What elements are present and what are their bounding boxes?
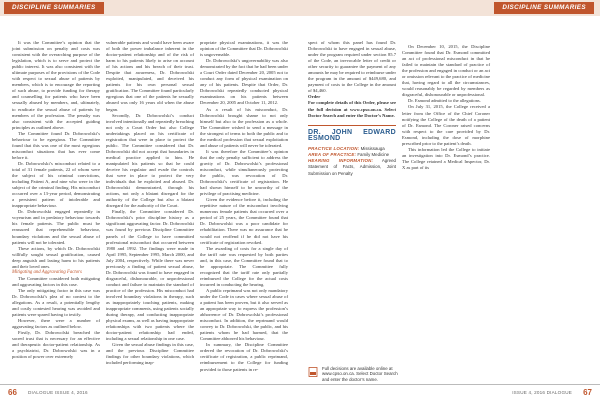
- section-tag: DISCIPLINE SUMMARIES: [494, 2, 594, 14]
- order-heading: Order: [308, 94, 321, 100]
- paragraph: These actions, by which Dr. Dobrowolski willfully sought sexual gratification, caused deep anguish and lasting harm to his patients and their loved ones.: [12, 245, 100, 269]
- paragraph: Dr. Dobrowolski’s misconduct related to a total of 31 female patients, 22 of whom were the subject of his criminal convictions, including Patient A, and nine who were in the subject of the criminal finding. His misconduct occurred over a 13-year period, demonstrating a persistent pattern of intolerable and inappropriate behaviour.: [12, 160, 100, 209]
- left-column-1: [12, 40, 100, 360]
- paragraph: Dr. Dobrowolski’s ungovernability was also demonstrated by the fact that he had been under a Court Order dated December 20, 2005 not to conduct any form of physical examination on any of his patients. Despite that Order, Dr. Dobrowolski repeatedly conducted physical examinations on his patients between December 20, 2005 and October 11, 2012.: [200, 58, 289, 106]
- paragraph: Secondly, Dr. Dobrowolski’s conduct involved intentionally and repeatedly breaching not only a Court Order but also College undertakings placed on his certificate of registration that were in place to protect the public. The Committee considered that Dr. Dobrowolski did not accept that boundaries in medical practice applied to him. He manipulated his patients so that he could deceive his regulator and evade the controls that were in place to protect the very individuals that he exploited and abused. Dr. Dobrowolski demonstrated, through his actions, not only a blatant disregard for the authority of the College but also a blatant disregard for the authority of the Court.: [106, 112, 194, 209]
- page-footer: [300, 384, 600, 397]
- paragraph: As a result of his misconduct, Dr. Dobrowolski brought shame to not only himself but also to the profession as a whole. The Committee wished to send a message in the strongest of terms to both the public and to the medical profession that sexual exploitation and abuse of patients will never be tolerated.: [200, 106, 288, 148]
- paragraph: The Committee found Dr. Dobrowolski’s behaviour to be egregious. The Committee found that this was one of the most egregious misconduct situations that has ever come before it.: [12, 130, 100, 160]
- paragraph: propriate physical examinations, it was the opinion of the Committee that Dr. Dobrowolski is ungovernable.: [200, 40, 288, 58]
- meta-value: Agreed Statement of Facts, Admission, Joint Submission on Penalty: [308, 158, 397, 176]
- page-footer: [0, 384, 300, 397]
- paragraph: The only mitigating factor in this case was Dr. Dobrowolski’s plea of no contest to the allegations. As a result, a potentially lengthy and costly contested hearing was avoided and patients were spared having to testify.: [12, 287, 100, 318]
- publication-label: DIALOGUE ISSUE 4, 2016: [28, 390, 88, 395]
- paragraph: It was therefore the Committee’s opinion that the only penalty sufficient to address the gravity of Dr. Dobrowolski’s professional misconduct, while simultaneously protecting the public, was revocation of Dr. Dobrowolski’s certificate of registration. He had shown himself to be unworthy of the privilege of practising medicine.: [200, 148, 288, 197]
- paragraph: In summary, the Discipline Committee ordered the revocation of Dr. Dobrowolski’s certificate of registration, a public reprimand, reimbursement to the College for funding provided to those patients in re-: [200, 342, 288, 372]
- order-text: For complete details of this Order, please see the full decision at www.cpso.on.ca. Select Doctor Search and enter the Doctor’s Name.: [308, 100, 396, 118]
- left-column-3: [200, 40, 288, 373]
- paragraph: A public reprimand was not only mandatory under the Code in cases where sexual abuse of a patient has been proven, but it also served as an appropriate way to express the profession’s abhorrence of Dr. Dobrowolski’s professional misconduct. In addition, the reprimand would convey to Dr. Dobrowolski, the public, and his patients whom he had harmed, that the Committee abhorred his behaviour.: [200, 287, 288, 342]
- paragraph: Given the sexual abuse findings in this case, and the previous Discipline Committee findings for other boundary violations, which included performing inap-: [106, 342, 194, 366]
- pdf-note-text: Full decisions are available online at www.cpso.on.ca. Select Doctor Search and enter the doctor’s name.: [322, 366, 398, 382]
- left-column-2: [106, 40, 194, 367]
- doctor-name-heading: DR. JOHN EDWARD ESMOND: [308, 128, 396, 142]
- meta-label: HEARING INFORMATION:: [308, 158, 374, 164]
- section-tag: DISCIPLINE SUMMARIES: [4, 2, 104, 14]
- pdf-note: [308, 366, 400, 380]
- publication-label: ISSUE 4, 2016 DIALOGUE: [512, 390, 572, 395]
- meta-label: PRACTICE LOCATION:: [308, 145, 360, 151]
- paragraph: vulnerable patients and would have been aware of both the power imbalance inherent in the doctor-patient relationship and of the risk of harm to his patients likely to arise on account of his actions and his breach of their trust. Despite that awareness, Dr. Dobrowolski exploited, manipulated, and deceived his patients for his own personal sexual gratification. The Committee found particularly egregious that one of the patients he sexually abused was only 16 years old when the abuse began.: [106, 40, 194, 112]
- page-number: 67: [583, 388, 592, 397]
- paragraph: Firstly, Dr. Dobrowolski breached the sacred trust that is necessary for an effective and therapeutic doctor-patient relationship. As a psychiatrist, Dr. Dobrowolski was in a position of power over extremely: [12, 330, 100, 360]
- subheading: Mitigating and Aggravating Factors: [12, 269, 82, 275]
- paragraph: The Committee considered both mitigating and aggravating factors in this case.: [12, 275, 100, 287]
- practice-meta: [308, 146, 396, 177]
- right-column-1: [308, 40, 396, 177]
- paragraph: However, there were a number of aggravating factors as outlined below.: [12, 318, 100, 330]
- paragraph: It was the Committee’s opinion that the joint submission on penalty and costs was consistent with the overarching purpose of the legislation, which is to serve and protect the public interest. It was also consistent with the ultimate purposes of the provisions of the Code with respect to sexual abuse of patients by members, which is to encourage the reporting of such abuse, to provide funding for therapy and counselling for patients who have been sexually abused by members, and, ultimately, to eradicate the sexual abuse of patients by members of the profession. The penalty was also consistent with the accepted guiding principles as outlined above.: [12, 40, 100, 130]
- paragraph: On July 31, 2015, the College received a letter from the Office of the Chief Coroner notifying the College of the death of a patient of Dr. Esmond. The Coroner raised concerns with respect to the care provided by Dr. Esmond, including the dose of morphine prescribed prior to the patient’s death.: [402, 104, 490, 146]
- paragraph: spect of whom this panel has found Dr. Dobrowolski to have engaged in sexual abuse, under the program required under section 85.7 of the Code, an irrevocable letter of credit or other security to guarantee the payment of any amounts he may be required to reimburse under the program in the amount of $449,680, and payment of costs to the College in the amount of $4,460.: [308, 40, 396, 94]
- right-page: [300, 0, 600, 401]
- meta-label: AREA OF PRACTICE:: [308, 151, 357, 157]
- paragraph: Dr. Esmond admitted to the allegations.: [408, 98, 481, 104]
- meta-value: Mississauga: [360, 145, 385, 151]
- paragraph: This information led the College to initiate an investigation into Dr. Esmond’s practice. The College retained a Medical Inspector, Dr. X as part of its: [402, 146, 490, 170]
- right-column-2: [402, 44, 490, 171]
- meta-value: Family Medicine: [357, 151, 390, 157]
- pdf-document-icon: [308, 367, 318, 377]
- section-divider: [308, 125, 396, 126]
- page-number: 66: [8, 388, 17, 397]
- paragraph: Dr. Dobrowolski engaged repeatedly in voyeurism and in predatory behaviour towards his female patients. The public must be reassured that reprehensible behaviour, boundary violations and the sexual abuse of patients will not be tolerated.: [12, 209, 100, 245]
- paragraph: The awarding of costs for a single day of the tariff rate was requested by both parties and, in this case, the Committee found that to be appropriate. The Committee fully recognized that the tariff rate only partially reimbursed the College for the actual costs incurred in conducting the hearing.: [200, 245, 288, 287]
- paragraph: Given the evidence before it, including the repetitive nature of the misconduct involving numerous female patients that occurred over a period of 25 years, the Committee found that Dr. Dobrowolski was a poor candidate for rehabilitation. There was no assurance that he would not reoffend if he did not have his certificate of registration revoked.: [200, 197, 288, 245]
- paragraph: Finally, the Committee considered Dr. Dobrowolski’s prior discipline history as a significant aggravating factor. Dr. Dobrowolski was found by previous Discipline Committee panels of the College to have committed professional misconduct that occurred between 1980 and 1992. The findings were made in April 1995, September 1995, March 2000, and July 2004, respectively. While there was never previously a finding of patient sexual abuse, Dr. Dobrowolski was found to have engaged in disgraceful, dishonourable, or unprofessional conduct and failure to maintain the standard of practice of the profession. His misconduct had involved boundary violations in therapy, such as inappropriately touching patients, making inappropriate comments, using patients socially during therapy, and conducting inappropriate physical exams, as well as having inappropriate relationships with two patients where the doctor-patient relationship had ended, including a sexual relationship in one case.: [106, 209, 194, 342]
- paragraph: On December 10, 2015, the Discipline Committee found that Dr. Esmond committed an act of professional misconduct in that he failed to maintain the standard of practice of the profession and engaged in conduct or an act or omission relevant to the practice of medicine that, having regard to all the circumstances, would reasonably be regarded by members as disgraceful, dishonourable or unprofessional.: [402, 44, 490, 98]
